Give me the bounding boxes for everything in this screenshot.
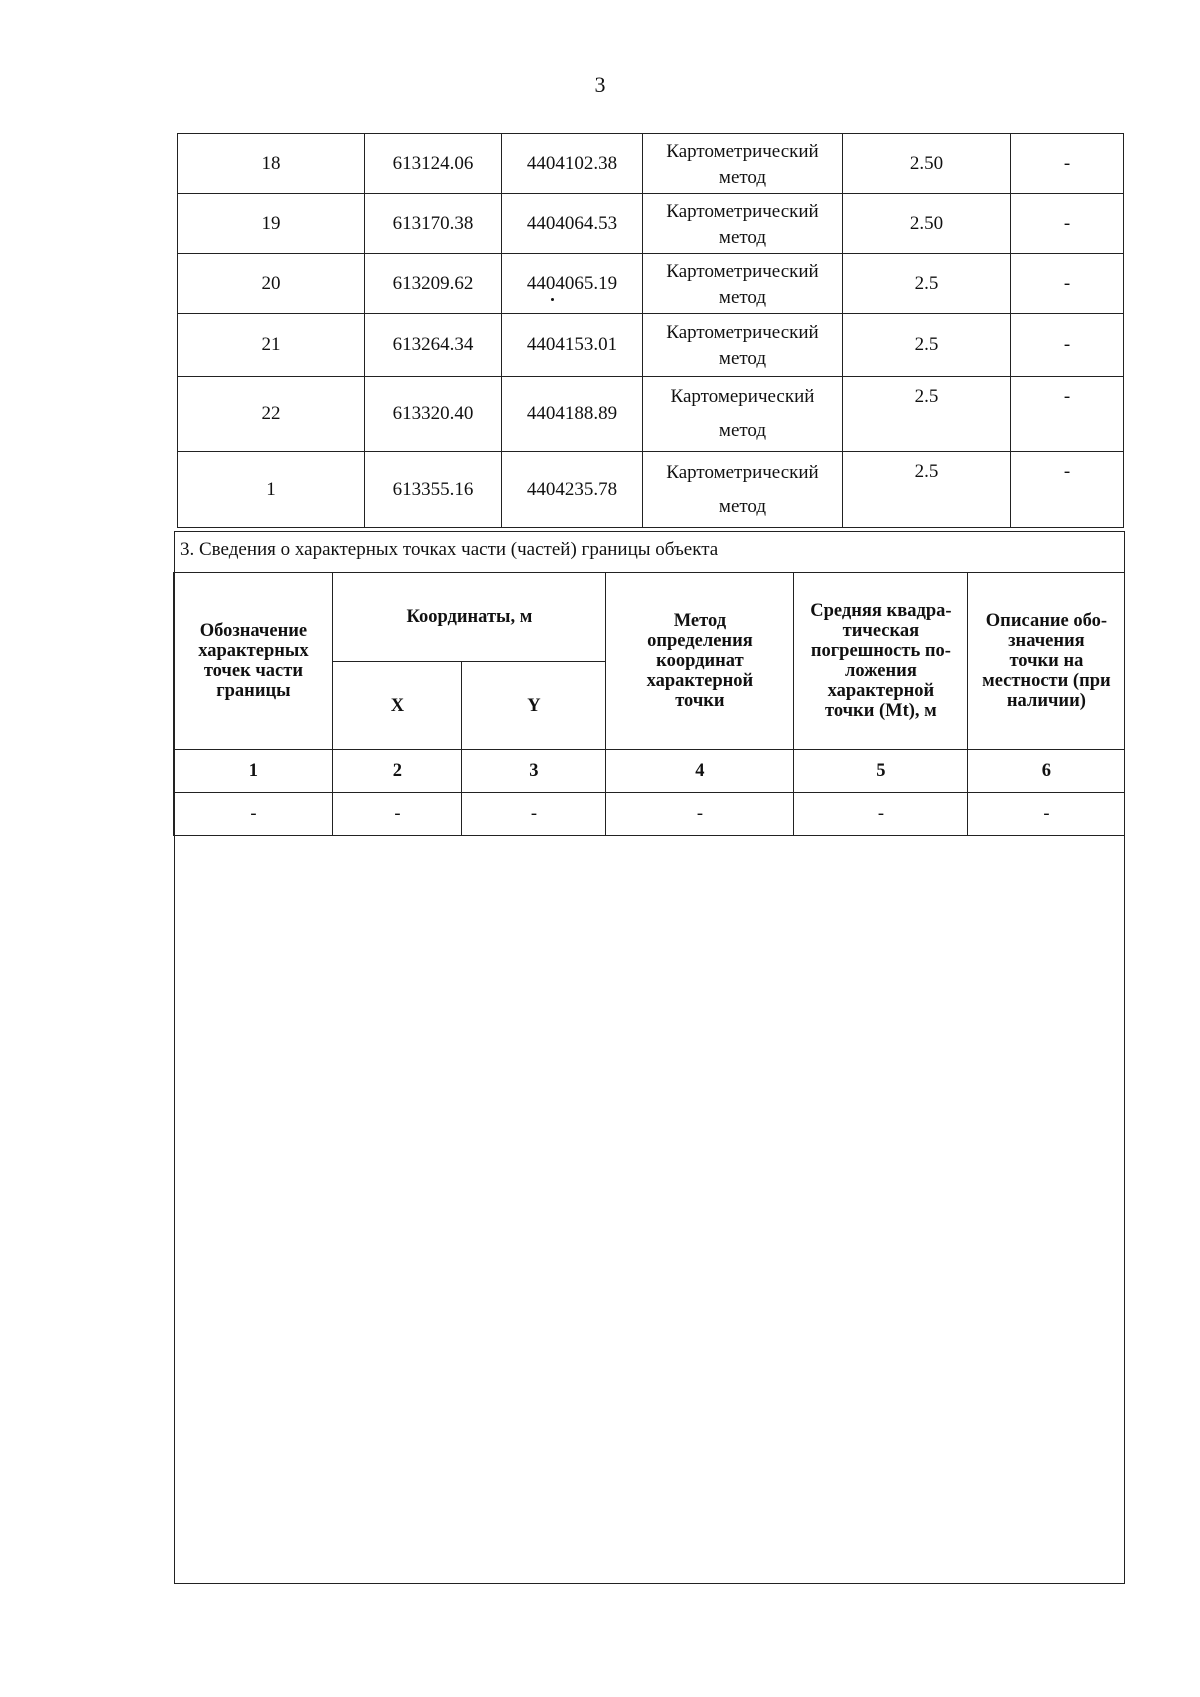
column-number: 3 (462, 750, 606, 793)
coord-y: 4404065.19 (526, 272, 618, 294)
point-id: 18 (178, 134, 365, 194)
table-row (178, 134, 1124, 194)
coord-x: 613170.38 (365, 194, 502, 254)
column-number: 6 (968, 750, 1125, 793)
point-id: 1 (178, 452, 365, 528)
table-row (178, 377, 1124, 452)
description-value: - (1011, 254, 1124, 314)
point-id: 20 (178, 254, 365, 314)
column-number: 4 (606, 750, 794, 793)
table-row (178, 194, 1124, 254)
method-cell: Картометрический метод (643, 452, 843, 528)
header-description: Описание обо- значения точки на местности (при наличии) (968, 573, 1125, 750)
header-x: X (333, 662, 462, 750)
header-error: Средняя квадра- тическая погрешность по- ложения характерной точки (Mt), м (794, 573, 968, 750)
point-id: 19 (178, 194, 365, 254)
table-row (174, 793, 1125, 836)
empty-cell: - (794, 793, 968, 836)
column-number: 1 (174, 750, 333, 793)
error-value: 2.5 (843, 254, 1011, 314)
coord-x: 613209.62 (365, 254, 502, 314)
point-id: 21 (178, 314, 365, 377)
header-coordinates: Координаты, м (333, 573, 606, 662)
table-row (178, 254, 1124, 314)
section-title: 3. Сведения о характерных точках части (частей) границы объекта (180, 539, 719, 560)
page-number: 3 (594, 72, 606, 97)
description-value: - (1011, 452, 1124, 528)
coord-x: 613264.34 (365, 314, 502, 377)
coord-y: 4404102.38 (502, 134, 643, 194)
method-cell: Картометрический метод (643, 134, 843, 194)
coord-y-cell (502, 254, 643, 314)
empty-cell: - (333, 793, 462, 836)
part-boundary-points-table (173, 572, 1125, 836)
coord-y: 4404188.89 (502, 377, 643, 452)
coord-x: 613355.16 (365, 452, 502, 528)
method-cell: Картомерический метод (643, 377, 843, 452)
error-value: 2.5 (843, 314, 1011, 377)
boundary-points-table (177, 133, 1124, 528)
error-value: 2.50 (843, 194, 1011, 254)
coord-y: 4404064.53 (502, 194, 643, 254)
header-method: Метод определения координат характерной точки (606, 573, 794, 750)
coord-x: 613124.06 (365, 134, 502, 194)
stray-dot (551, 298, 554, 301)
coord-y: 4404235.78 (502, 452, 643, 528)
empty-cell: - (968, 793, 1125, 836)
empty-cell: - (174, 793, 333, 836)
table-row (178, 452, 1124, 528)
table-row (178, 314, 1124, 377)
point-id: 22 (178, 377, 365, 452)
column-number: 2 (333, 750, 462, 793)
description-value: - (1011, 194, 1124, 254)
column-number: 5 (794, 750, 968, 793)
coord-y: 4404153.01 (502, 314, 643, 377)
error-value: 2.50 (843, 134, 1011, 194)
error-value: 2.5 (843, 377, 1011, 452)
column-number-row (174, 750, 1125, 793)
error-value: 2.5 (843, 452, 1011, 528)
method-cell: Картометрический метод (643, 314, 843, 377)
description-value: - (1011, 377, 1124, 452)
coord-x: 613320.40 (365, 377, 502, 452)
description-value: - (1011, 134, 1124, 194)
section-3-frame (174, 531, 1125, 1584)
description-value: - (1011, 314, 1124, 377)
empty-cell: - (462, 793, 606, 836)
method-cell: Картометрический метод (643, 254, 843, 314)
method-cell: Картометрический метод (643, 194, 843, 254)
header-designation: Обозначение характерных точек части границы (174, 573, 333, 750)
empty-cell: - (606, 793, 794, 836)
header-y: Y (462, 662, 606, 750)
